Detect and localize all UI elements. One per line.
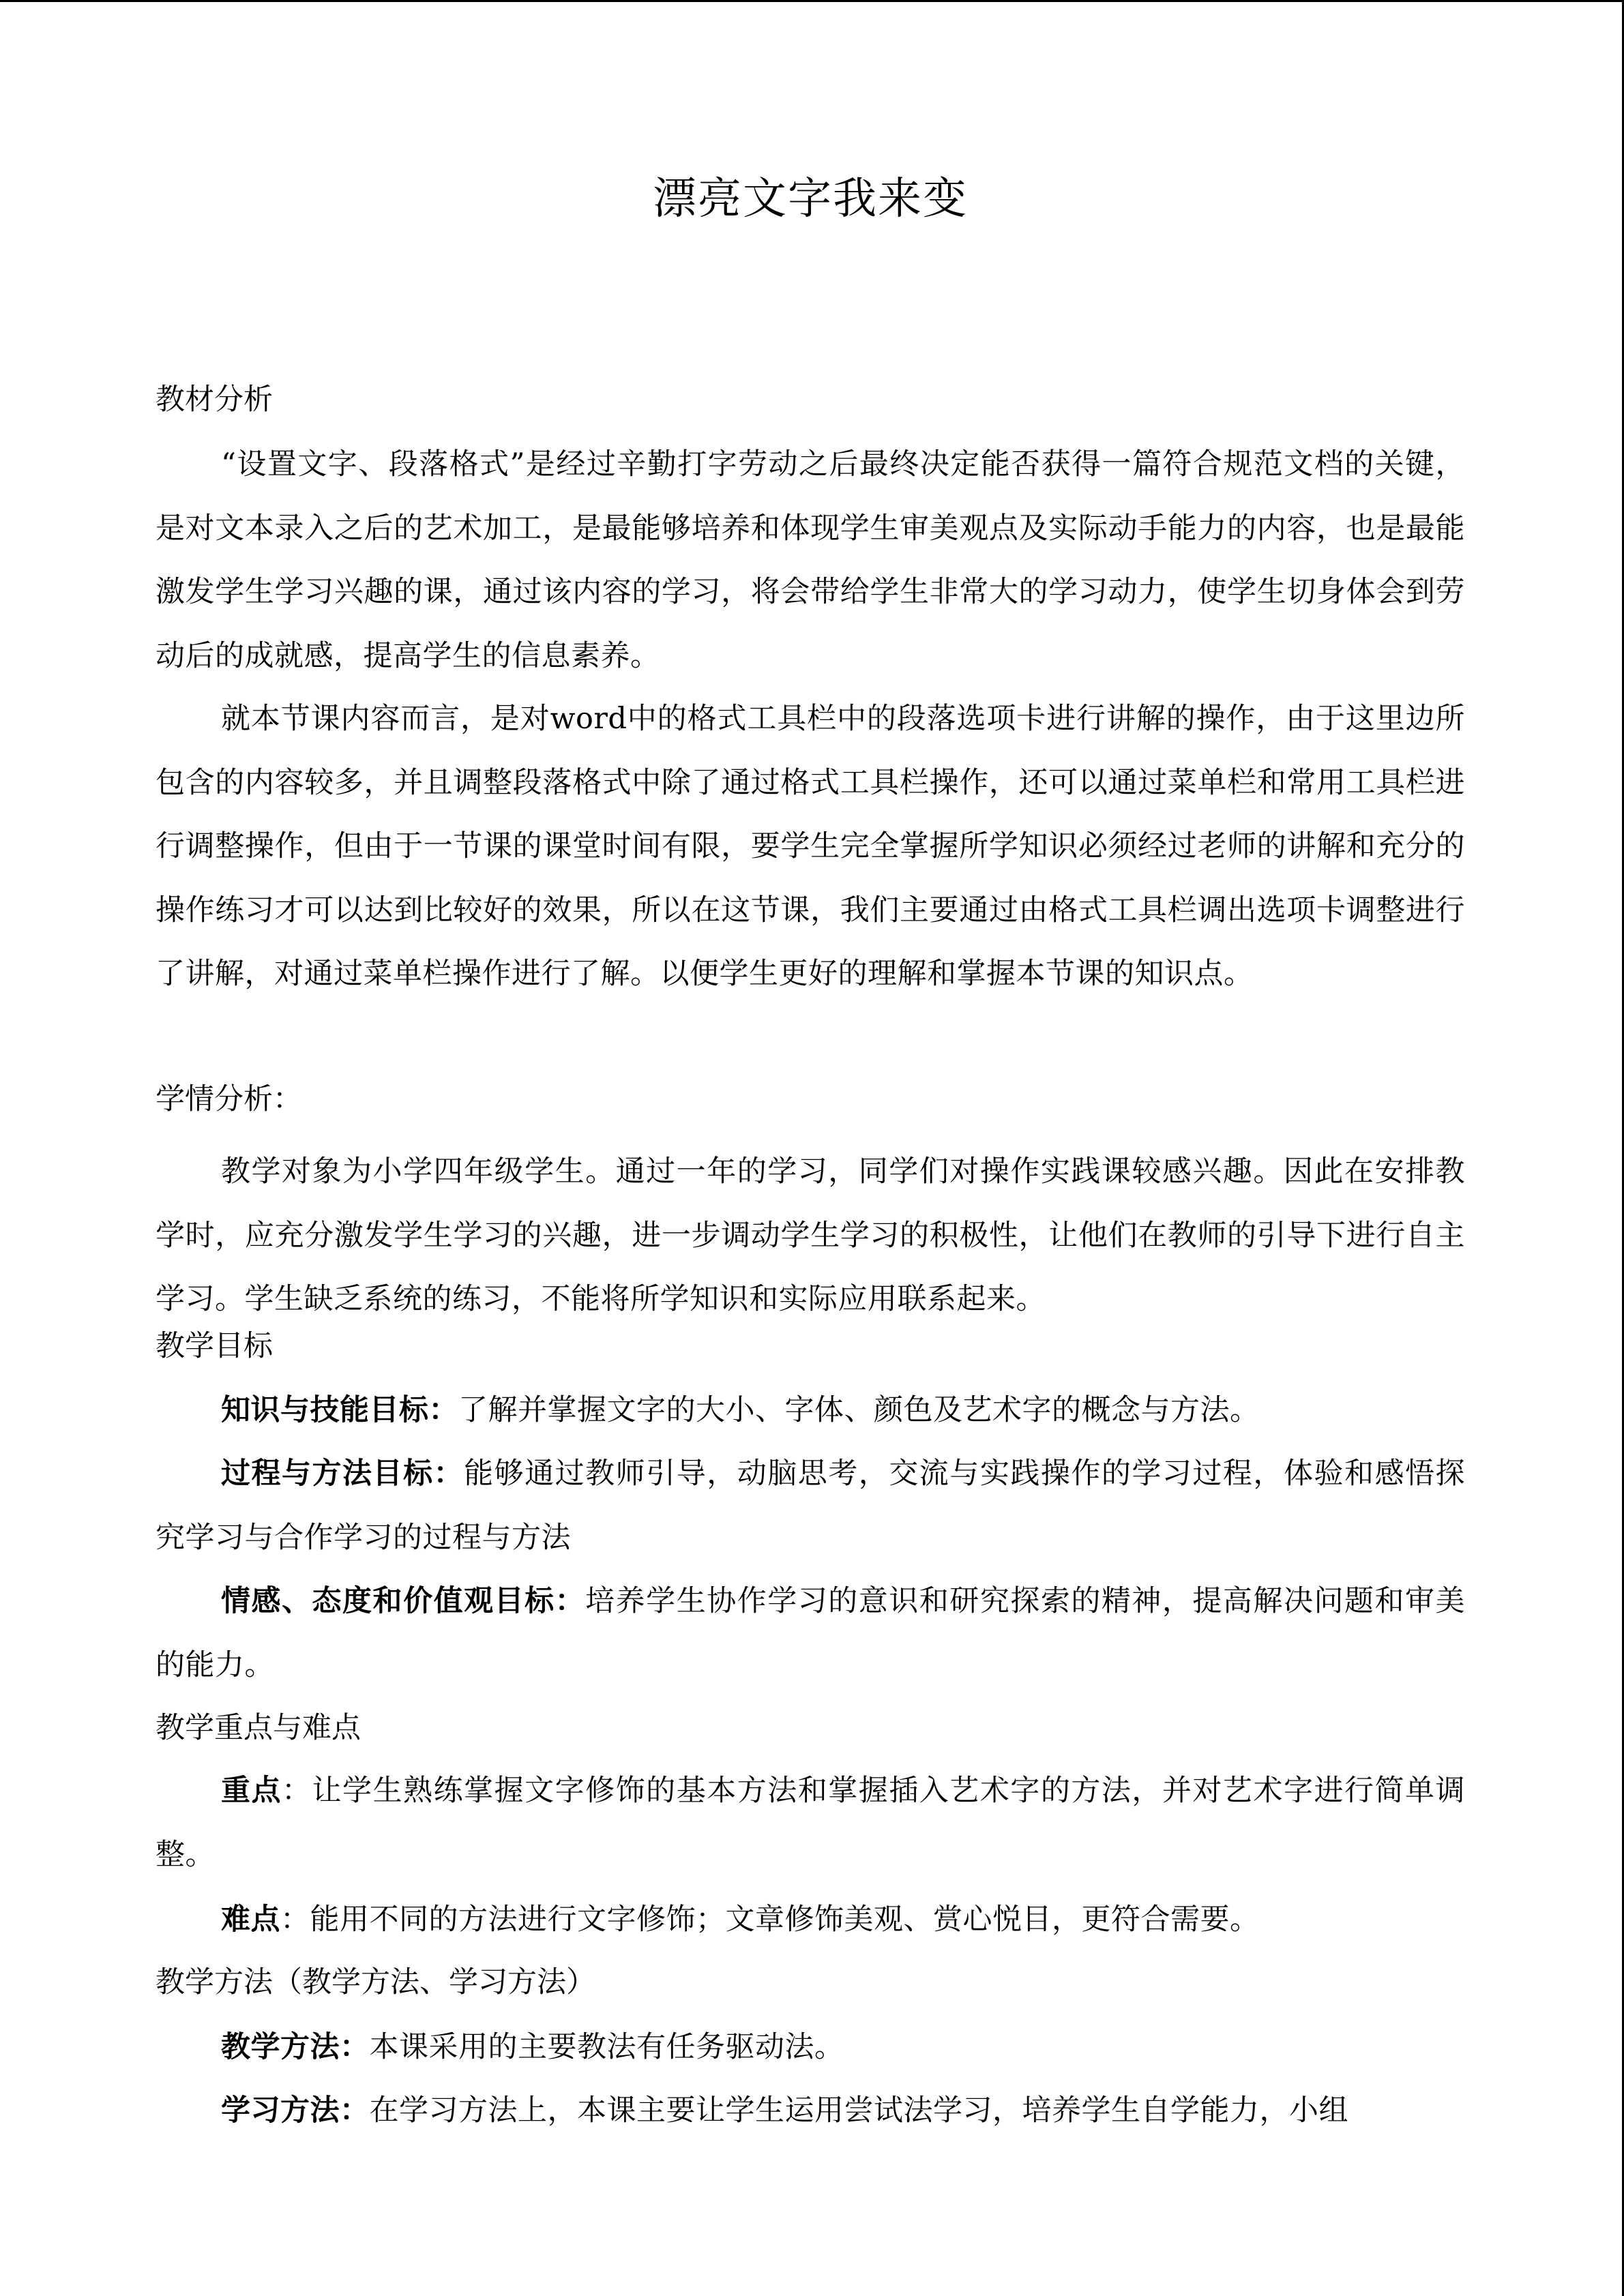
heading-teaching-goals: 教学目标 [156,1329,273,1363]
goal-process-label: 过程与方法目标： [221,1457,464,1491]
teaching-method-label: 教学方法： [221,2030,370,2064]
goal-emotion-text: 培养学生协作学习的意识和研究探索的精神，提高解决问题和审美的能力。 [156,1584,1466,1682]
paragraph-teaching-method [156,2016,1465,2080]
paragraph-key-point [156,1759,1465,1887]
teaching-method-text: 本课采用的主要教法有任务驱动法。 [369,2030,844,2064]
paragraph-goal-emotion [156,1570,1465,1697]
paragraph-students-1: 教学对象为小学四年级学生。通过一年的学习，同学们对操作实践课较感兴趣。因此在安排教学时，应充分激发学生学习的兴趣，进一步调动学生学习的积极性，让他们在教师的引导下进行自主学习。学生缺乏系统的练习，不能将所学知识和实际应用联系起来。 [156,1154,1465,1316]
heading-student-analysis: 学情分析： [156,1082,302,1116]
key-point-label: 重点 [221,1774,282,1808]
heading-key-points: 教学重点与难点 [156,1711,361,1745]
heading-teaching-methods: 教学方法（教学方法、学习方法） [156,1965,595,1999]
goal-knowledge-label: 知识与技能目标： [221,1393,458,1427]
difficulty-text: ：能用不同的方法进行文字修饰；文章修饰美观、赏心悦目，更符合需要。 [280,1903,1260,1937]
paragraph-learning-method [156,2079,1465,2143]
goal-knowledge-text: 了解并掌握文字的大小、字体、颜色及艺术字的概念与方法。 [458,1393,1260,1427]
paragraph-difficulty [156,1888,1465,1952]
goal-process-text: 能够通过教师引导，动脑思考，交流与实践操作的学习过程，体验和感悟探究学习与合作学习的过程与方法 [156,1457,1466,1555]
document-title: 漂亮文字我来变 [653,174,968,224]
paragraph-textbook-2: 就本节课内容而言，是对word中的格式工具栏中的段落选项卡进行讲解的操作，由于这里边所包含的内容较多，并且调整段落格式中除了通过格式工具栏操作，还可以通过菜单栏和常用工具栏进行调整操作，但由于一节课的课堂时间有限，要学生完全掌握所学知识必须经过老师的讲解和充分的操作练习才可以达到比较好的效果，所以在这节课，我们主要通过由格式工具栏调出选项卡调整进行了讲解，对通过菜单栏操作进行了解。以便学生更好的理解和掌握本节课的知识点。 [156,702,1465,991]
heading-textbook-analysis: 教材分析 [156,383,273,417]
learning-method-text: 在学习方法上，本课主要让学生运用尝试法学习，培养学生自学能力，小组 [369,2093,1348,2128]
paragraph-goal-knowledge [156,1379,1465,1443]
paragraph-goal-process [156,1442,1465,1570]
key-point-text: ：让学生熟练掌握文字修饰的基本方法和掌握插入艺术字的方法，并对艺术字进行简单调整。 [156,1774,1466,1872]
goal-emotion-label: 情感、态度和价值观目标： [221,1584,586,1618]
paragraph-textbook-1: “设置文字、段落格式”是经过辛勤打字劳动之后最终决定能否获得一篇符合规范文档的关键，是对文本录入之后的艺术加工，是最能够培养和体现学生审美观点及实际动手能力的内容，也是最能激发学生学习兴趣的课，通过该内容的学习，将会带给学生非常大的学习动力，使学生切身体会到劳动后的成就感，提高学生的信息素养。 [156,447,1465,673]
learning-method-label: 学习方法： [221,2093,370,2128]
difficulty-label: 难点 [221,1903,280,1937]
